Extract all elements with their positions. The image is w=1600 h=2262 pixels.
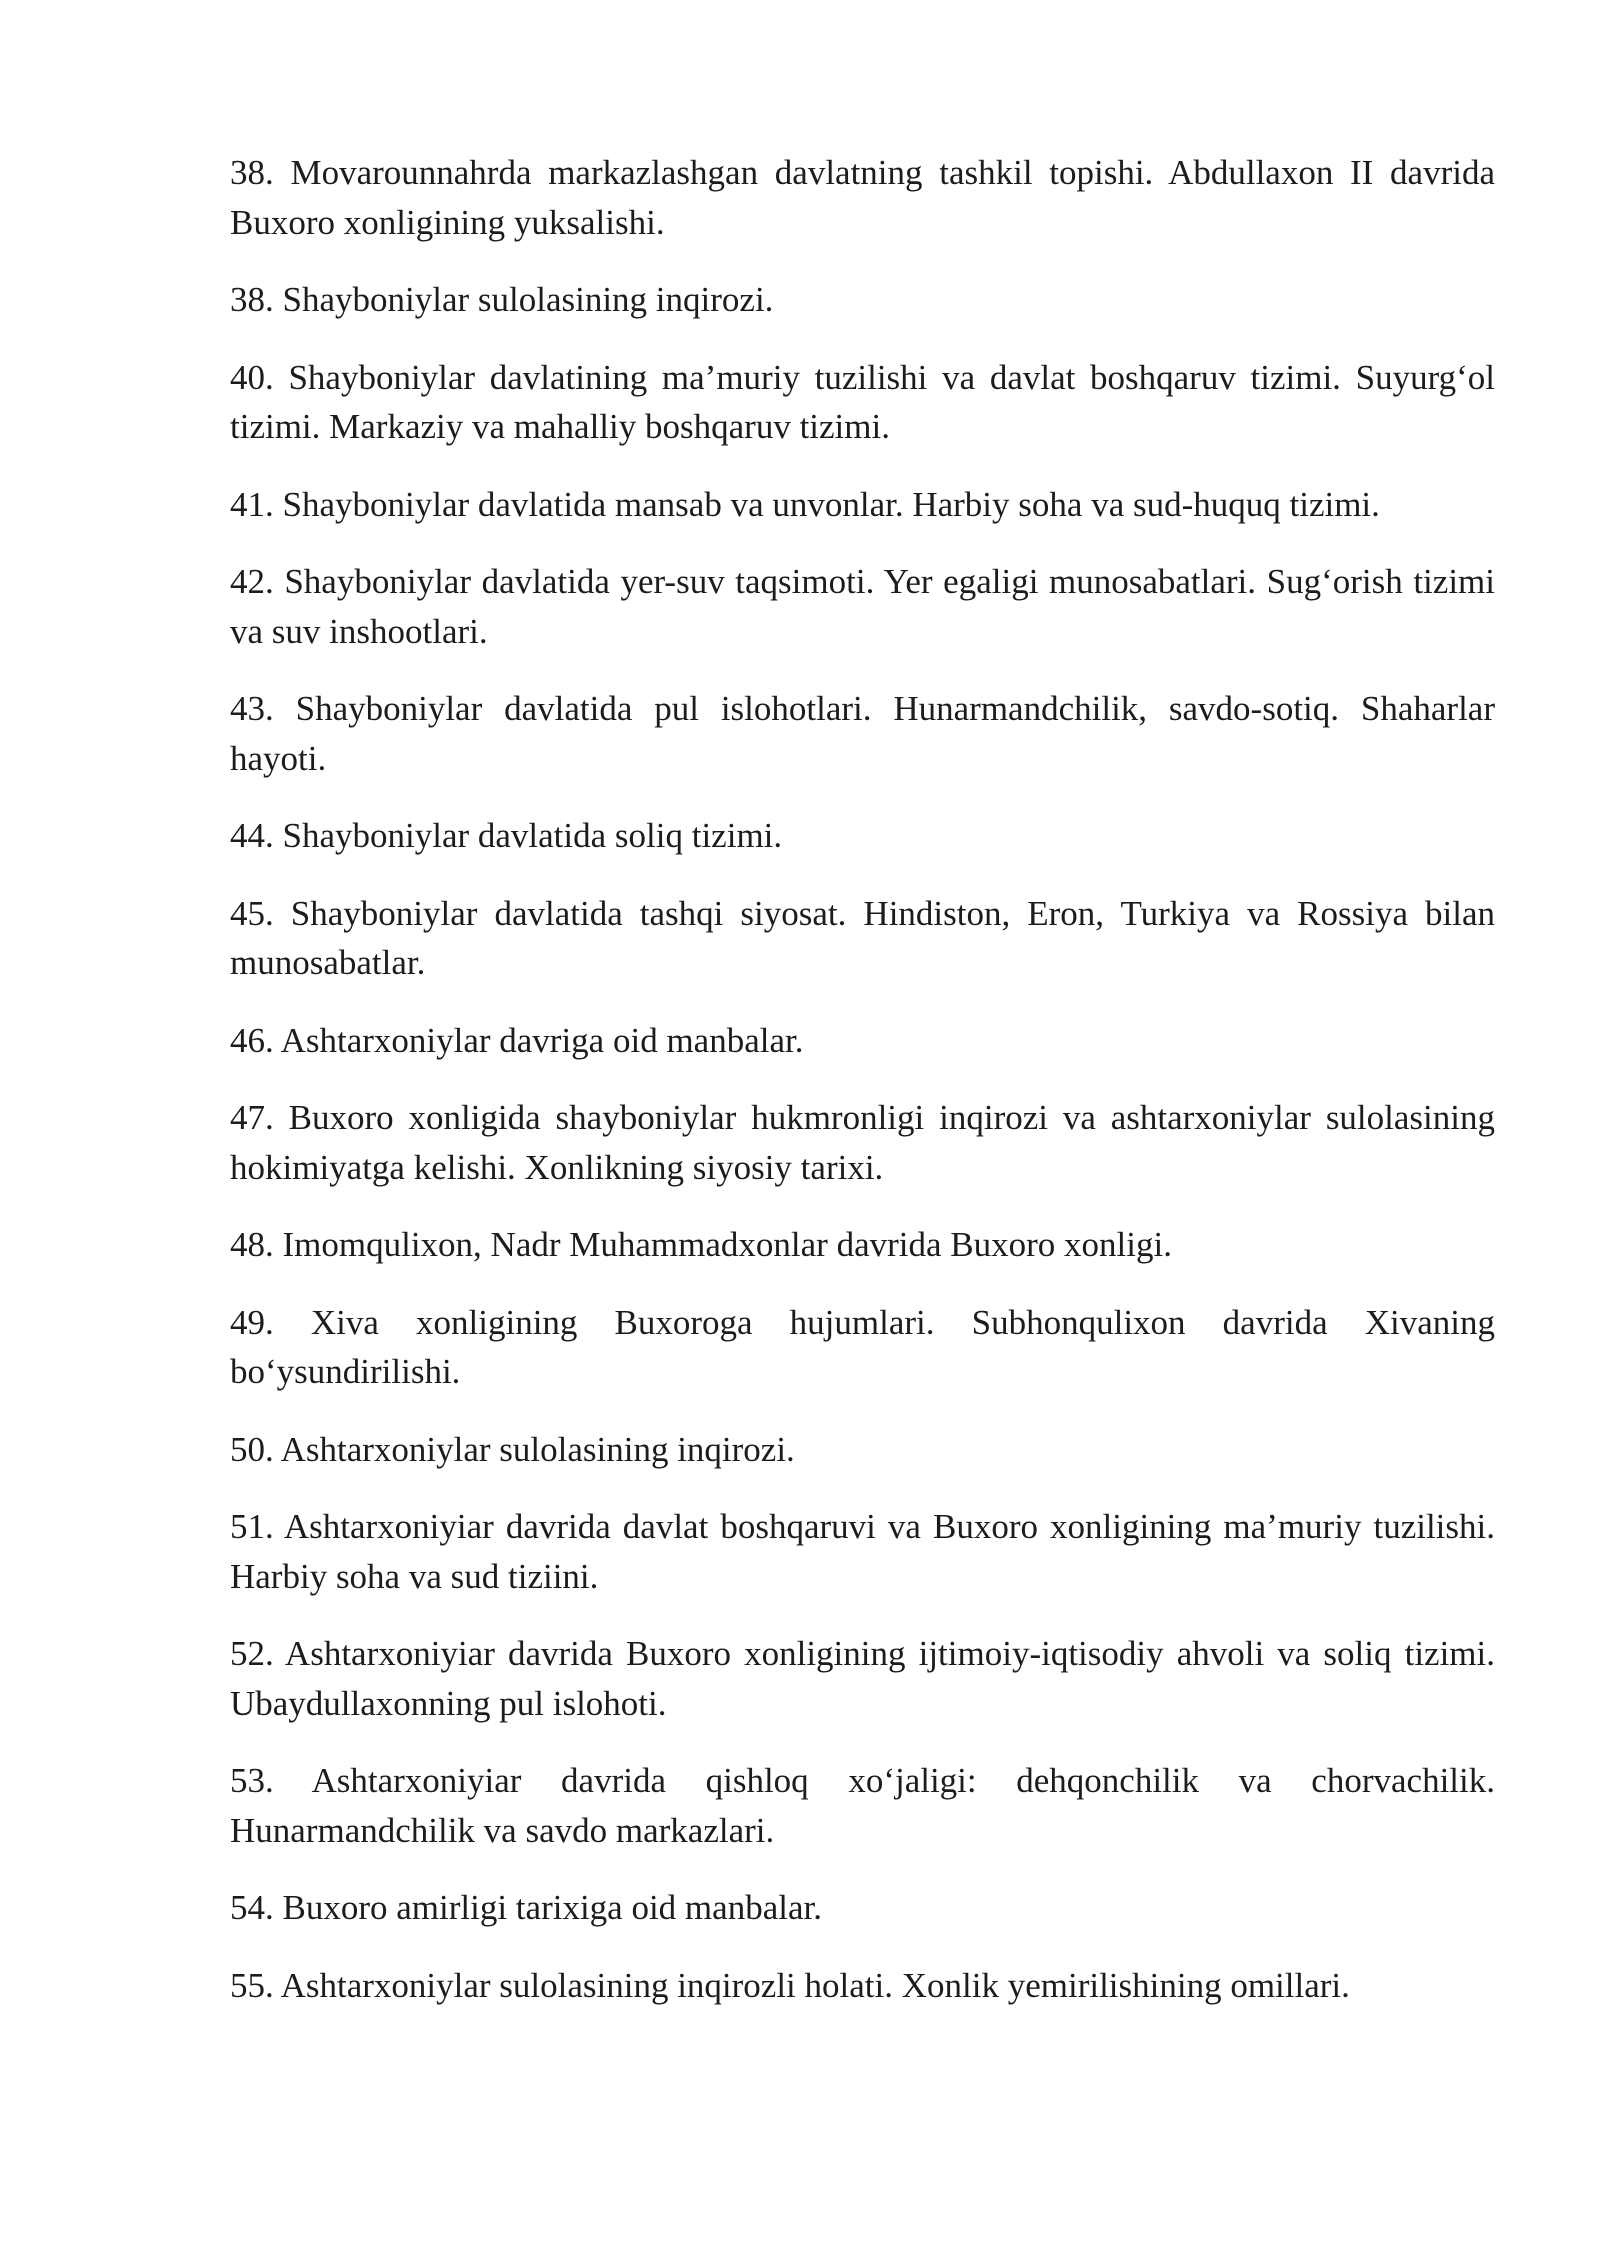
list-item: 48. Imomqulixon, Nadr Muhammadxonlar davrida Buxoro xonligi. — [230, 1225, 1172, 1264]
list-item: 52. Ashtarxoniyiar davrida Buxoro xonligining ijtimoiy-iqtisodiy ahvoli va soliq tizimi. Ubaydullaxonning pul islohoti. — [230, 1634, 1495, 1723]
list-item: 40. Shayboniylar davlatining ma’muriy tuzilishi va davlat boshqaruv tizimi. Suyurg‘ol tizimi. Markaziy va mahalliy boshqaruv tizimi. — [230, 357, 1495, 446]
list-item: 46. Ashtarxoniylar davriga oid manbalar. — [230, 1020, 804, 1060]
list-item: 41. Shayboniylar davlatida mansab va unvonlar. Harbiy soha va sud-huquq tizimi. — [230, 484, 1380, 524]
list-item: 54. Buxoro amirligi tarixiga oid manbalar. — [230, 1888, 822, 1927]
list-item: 55. Ashtarxoniylar sulolasining inqirozli holati. Xonlik yemirilishining omillari. — [230, 1965, 1350, 2005]
list-item: 43. Shayboniylar davlatida pul islohotlari. Hunarmandchilik, savdo-sotiq. Shaharlar hayoti. — [230, 689, 1495, 778]
list-item: 51. Ashtarxoniyiar davrida davlat boshqaruvi va Buxoro xonligining ma’muriy tuzilishi. Harbiy soha va sud tiziini. — [230, 1507, 1495, 1596]
list-item: 38. Shayboniylar sulolasining inqirozi. — [230, 280, 774, 319]
list-item: 47. Buxoro xonligida shayboniylar hukmronligi inqirozi va ashtarxoniylar sulolasining hokimiyatga kelishi. Xonlikning siyosiy tarixi. — [230, 1098, 1495, 1187]
list-item: 49. Xiva xonligining Buxoroga hujumlari. Subhonqulixon davrida Xivaning bo‘ysundirilishi. — [230, 1302, 1495, 1391]
list-item: 45. Shayboniylar davlatida tashqi siyosat. Hindiston, Eron, Turkiya va Rossiya bilan munosabatlar. — [230, 893, 1495, 982]
list-item: 50. Ashtarxoniylar sulolasining inqirozi. — [230, 1429, 795, 1469]
list-item: 53. Ashtarxoniyiar davrida qishloq xo‘jaligi: dehqonchilik va chorvachilik. Hunarmandchilik va savdo markazlari. — [230, 1761, 1495, 1850]
list-item: 44. Shayboniylar davlatida soliq tizimi. — [230, 816, 783, 855]
list-item: 42. Shayboniylar davlatida yer-suv taqsimoti. Yer egaligi munosabatlari. Sug‘orish tizimi va suv inshootlari. — [230, 562, 1495, 651]
document-page — [230, 148, 1495, 2038]
list-item: 38. Movarounnahrda markazlashgan davlatning tashkil topishi. Abdullaxon II davrida Buxoro xonligining yuksalishi. — [230, 153, 1495, 242]
